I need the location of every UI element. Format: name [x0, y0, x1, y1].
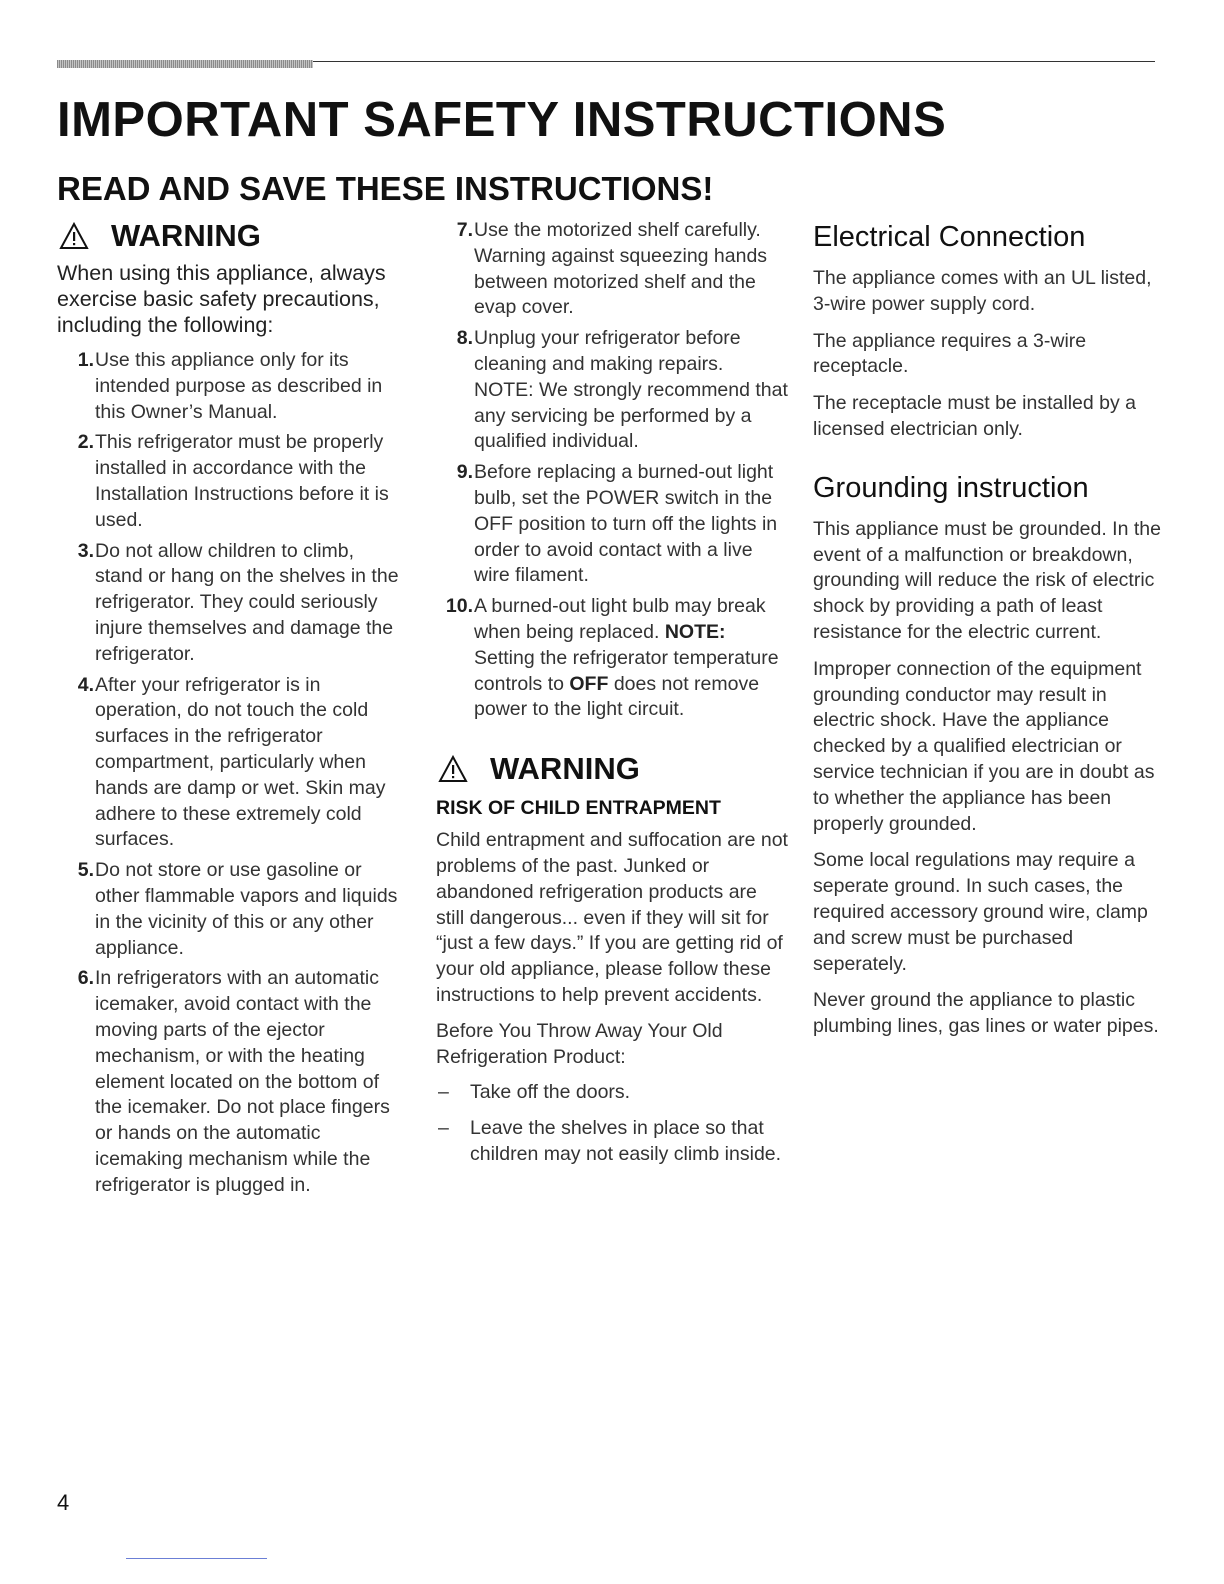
item-number: 9. — [456, 461, 473, 484]
list-item — [436, 326, 788, 455]
throw-away-paragraph: Before You Throw Away Your Old Refrigeration Product: — [436, 1019, 723, 1068]
item-number: 5. — [77, 859, 94, 882]
item-text — [474, 594, 788, 723]
item-text-part: does not remove power to the light circuit. — [474, 672, 760, 721]
list-item — [436, 594, 788, 723]
item-number: 8. — [456, 327, 473, 350]
page-number: 4 — [57, 1490, 70, 1515]
warning-triangle-icon — [59, 222, 89, 250]
item-text: Take off the doors. — [470, 1081, 631, 1104]
child-entrapment-section — [436, 751, 788, 1168]
safety-list-2 — [436, 218, 788, 723]
header-bar — [57, 60, 313, 68]
page-title: IMPORTANT SAFETY INSTRUCTIONS — [57, 93, 947, 147]
warning-heading-text: WARNING — [111, 218, 261, 253]
list-item — [436, 1116, 788, 1168]
electrical-paragraph: The appliance comes with an UL listed, 3-wire power supply cord. — [813, 267, 1152, 315]
item-text: Before replacing a burned-out light bulb, set the POWER switch in the OFF position to turn off the lights in order to avoid contact with a live wire filament. — [474, 461, 778, 587]
item-text: After your refrigerator is in operation, do not touch the cold surfaces in the refrigerator compartment, particularly when hands are damp or wet. Skin may adhere to these extremely cold surfaces. — [95, 673, 386, 851]
item-text-part: A burned-out light bulb may break when being replaced. — [474, 595, 766, 643]
electrical-paragraph: The appliance requires a 3-wire receptacle. — [813, 329, 1087, 378]
item-text: Do not allow children to climb, stand or hang on the shelves in the refrigerator. They could seriously injure themselves and damage the refrigerator. — [95, 539, 399, 665]
list-item — [57, 858, 407, 961]
list-item — [57, 430, 407, 533]
column-middle — [436, 218, 788, 1178]
list-item — [57, 348, 407, 425]
list-item — [436, 218, 788, 321]
electrical-paragraph: The receptacle must be installed by a licensed electrician only. — [813, 392, 1137, 440]
item-text: Use this appliance only for its intended purpose as described in this Owner’s Manual. — [95, 349, 383, 423]
entrapment-paragraph: Child entrapment and suffocation are not problems of the past. Junked or abandoned refrigeration products are still dangerous... even if they will sit for “just a few days.” If you are getting rid of your old appliance, please follow these instructions to help prevent accidents. — [436, 829, 788, 1006]
dash-list — [436, 1080, 788, 1167]
item-text: Unplug your refrigerator before cleaning and making repairs. NOTE: We strongly recommend that any servicing be performed by a qualified individual. — [474, 327, 788, 453]
item-number: 3. — [77, 539, 94, 562]
warning-heading-2 — [436, 751, 788, 787]
item-number: 4. — [77, 673, 94, 696]
footer-rule — [126, 1558, 267, 1559]
item-text: Leave the shelves in place so that children may not easily climb inside. — [470, 1117, 782, 1165]
list-item — [436, 460, 788, 589]
column-right — [813, 220, 1163, 1051]
warning-heading-1 — [57, 218, 407, 254]
list-item — [436, 1080, 788, 1106]
risk-heading: RISK OF CHILD ENTRAPMENT — [436, 797, 721, 820]
grounding-paragraph: Improper connection of the equipment grounding conductor may result in electric shock. Have the appliance checked by a qualified electrician or service technician if you are in doubt as to whether the appliance has been properly grounded. — [813, 657, 1155, 835]
dash-mark: – — [438, 1081, 449, 1104]
item-text: This refrigerator must be properly installed in accordance with the Installation Instructions before it is used. — [95, 431, 389, 531]
grounding-heading: Grounding instruction — [813, 471, 1089, 504]
list-item — [57, 966, 407, 1198]
item-text: Do not store or use gasoline or other flammable vapors and liquids in the vicinity of this or any other appliance. — [95, 859, 398, 959]
warning-triangle-icon — [438, 755, 468, 783]
item-number: 2. — [77, 431, 94, 454]
item-number: 7. — [456, 219, 473, 241]
off-label: OFF — [569, 672, 609, 695]
grounding-paragraph: This appliance must be grounded. In the event of a malfunction or breakdown, grounding will reduce the risk of electric shock by providing a path of least resistance for the electric current. — [813, 517, 1161, 643]
dash-mark: – — [438, 1117, 449, 1140]
page-subtitle: READ AND SAVE THESE INSTRUCTIONS! — [57, 170, 714, 207]
list-item — [57, 539, 407, 668]
item-number: 6. — [77, 967, 94, 990]
column-left — [57, 218, 407, 1204]
grounding-paragraph: Some local regulations may require a seperate ground. In such cases, the required accessory ground wire, clamp and screw must be purchased seperately. — [813, 849, 1148, 975]
item-number: 1. — [77, 349, 94, 371]
item-text-part: Setting the refrigerator temperature controls to — [474, 646, 779, 695]
warning-intro: When using this appliance, always exercise basic safety precautions, including the following: — [57, 261, 386, 337]
note-label: NOTE: — [664, 620, 726, 643]
item-text: In refrigerators with an automatic icemaker, avoid contact with the moving parts of the ejector mechanism, or with the heating element located on the bottom of the icemaker. Do not place fingers or hands on the automatic icemaking mechanism while the refrigerator is plugged in. — [95, 967, 390, 1196]
item-text: Use the motorized shelf carefully. Warning against squeezing hands between motorized shelf and the evap cover. — [474, 219, 768, 319]
electrical-heading: Electrical Connection — [813, 221, 1086, 253]
item-number: 10. — [445, 595, 473, 618]
grounding-paragraph: Never ground the appliance to plastic plumbing lines, gas lines or water pipes. — [813, 989, 1159, 1038]
safety-list-1 — [57, 348, 407, 1199]
list-item — [57, 673, 407, 854]
warning-heading-text: WARNING — [490, 751, 640, 787]
